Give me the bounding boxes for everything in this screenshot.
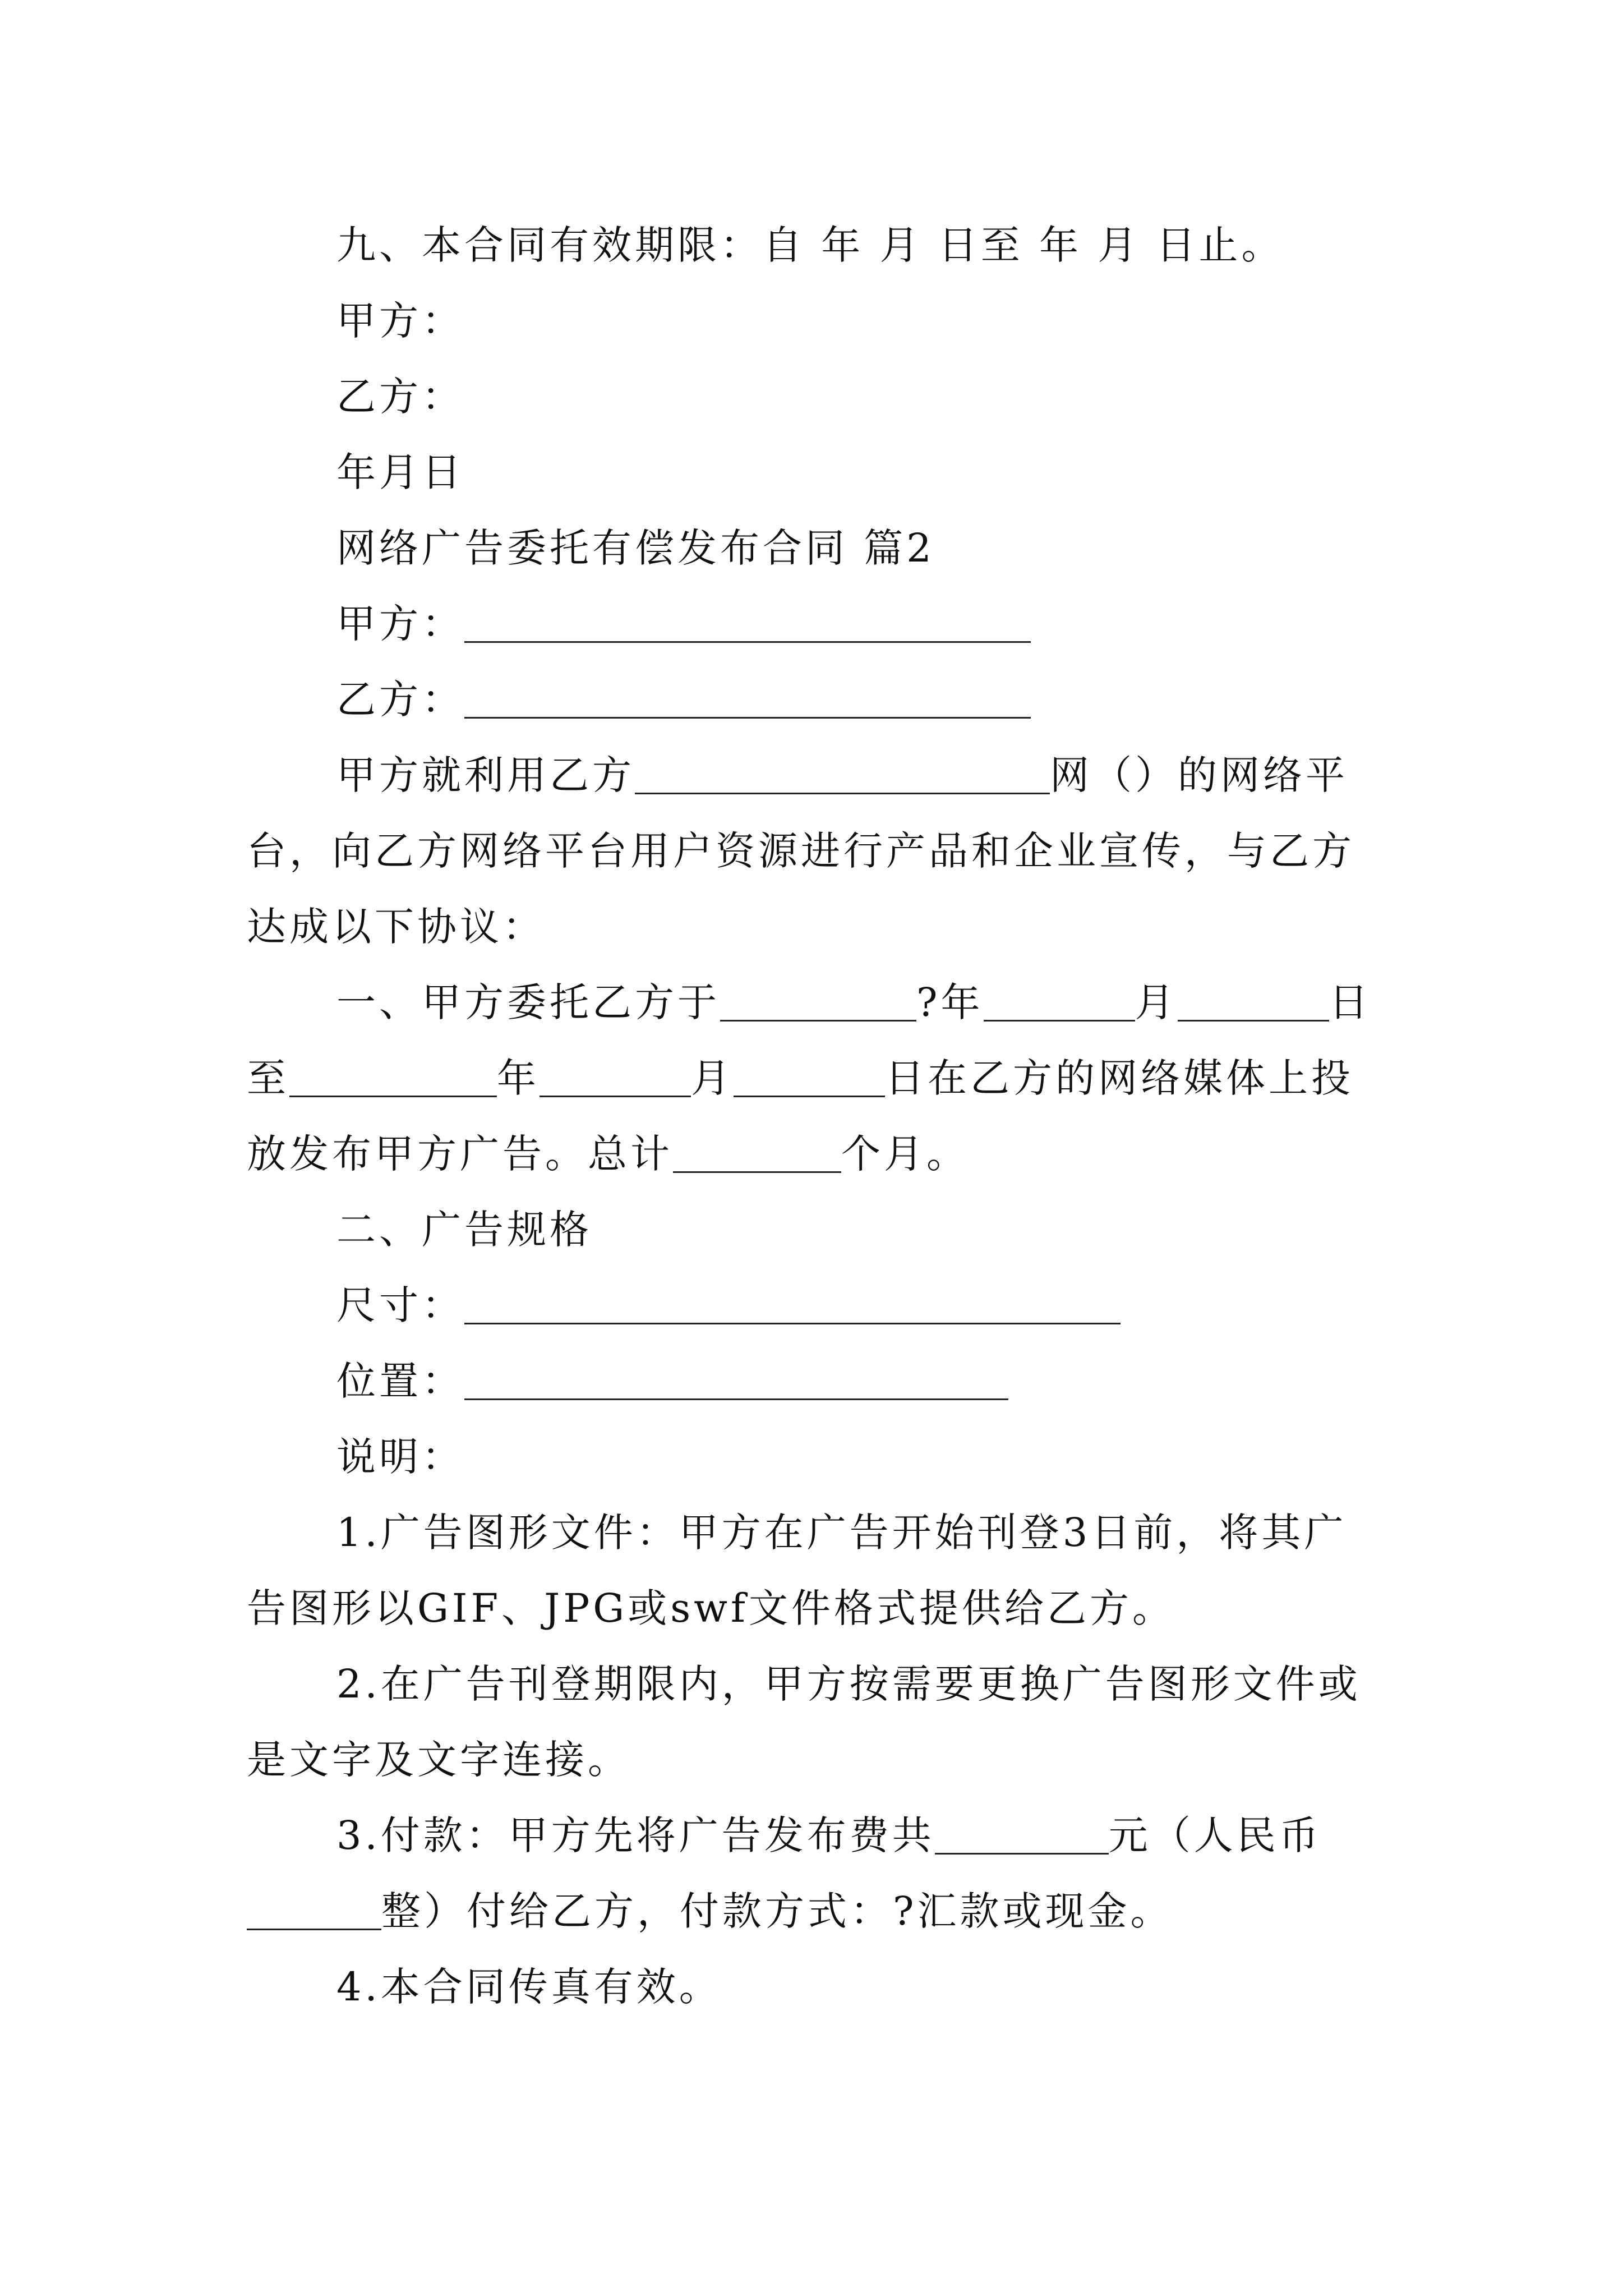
note-2-line-1: 2.在广告刊登期限内，甲方按需要更换广告图形文件或 — [336, 1661, 1361, 1707]
party-b-label: 乙方： — [336, 374, 464, 420]
clause-1-line-3: 放发布甲方广告。总计 个月。 — [247, 1131, 969, 1177]
clause-9-validity: 九、本合同有效期限：自 年 月 日至 年 月 日止。 — [336, 222, 1284, 268]
date-line: 年月日 — [336, 449, 464, 495]
intro-line-1: 甲方就利用乙方 网（）的网络平 — [336, 752, 1348, 798]
party-a-blank — [464, 602, 1031, 643]
party-a-field: 甲方： — [336, 596, 1391, 652]
end-day-blank — [734, 1056, 885, 1097]
start-day-blank — [1178, 981, 1329, 1022]
size-field: 尺寸： — [336, 1277, 1391, 1333]
note-3-line-1: 3.付款：甲方先将广告发布费共 元（人民币 — [336, 1812, 1322, 1858]
note-4: 4.本合同传真有效。 — [336, 1964, 722, 2010]
party-b-blank — [464, 678, 1031, 719]
intro-line-2: 台，向乙方网络平台用户资源进行产品和企业宣传，与乙方 — [247, 828, 1355, 874]
note-1-line-1: 1.广告图形文件：甲方在广告开始刊登3日前，将其广 — [336, 1510, 1347, 1556]
start-month-blank — [984, 981, 1135, 1022]
notes-heading: 说明： — [336, 1434, 464, 1480]
note-1-line-2: 告图形以GIF、JPG或swf文件格式提供给乙方。 — [247, 1585, 1175, 1631]
end-year-blank — [289, 1056, 497, 1097]
clause-1-line-2: 至 年 月 日在乙方的网络媒体上投 — [247, 1055, 1354, 1101]
party-a-label: 甲方： — [336, 298, 464, 344]
fee-amount-blank — [935, 1814, 1109, 1855]
clause-1-line-1: 一、甲方委托乙方于 ?年 月 日 — [336, 979, 1372, 1025]
note-3-line-2: 整）付给乙方，付款方式：?汇款或现金。 — [247, 1883, 1391, 1939]
section-title: 网络广告委托有偿发布合同 篇2 — [336, 525, 935, 571]
position-blank — [464, 1359, 1008, 1400]
position-field: 位置： — [336, 1353, 1391, 1409]
intro-line-3: 达成以下协议： — [247, 904, 545, 950]
party-b-field: 乙方： — [336, 671, 1391, 728]
start-year-blank — [720, 981, 916, 1022]
note-2-line-2: 是文字及文字连接。 — [247, 1737, 630, 1783]
total-months-blank — [673, 1132, 841, 1173]
end-month-blank — [540, 1056, 691, 1097]
website-name-blank — [635, 753, 1050, 794]
fee-rmb-blank — [247, 1889, 381, 1930]
clause-2-heading: 二、广告规格 — [336, 1207, 592, 1253]
size-blank — [464, 1283, 1121, 1324]
